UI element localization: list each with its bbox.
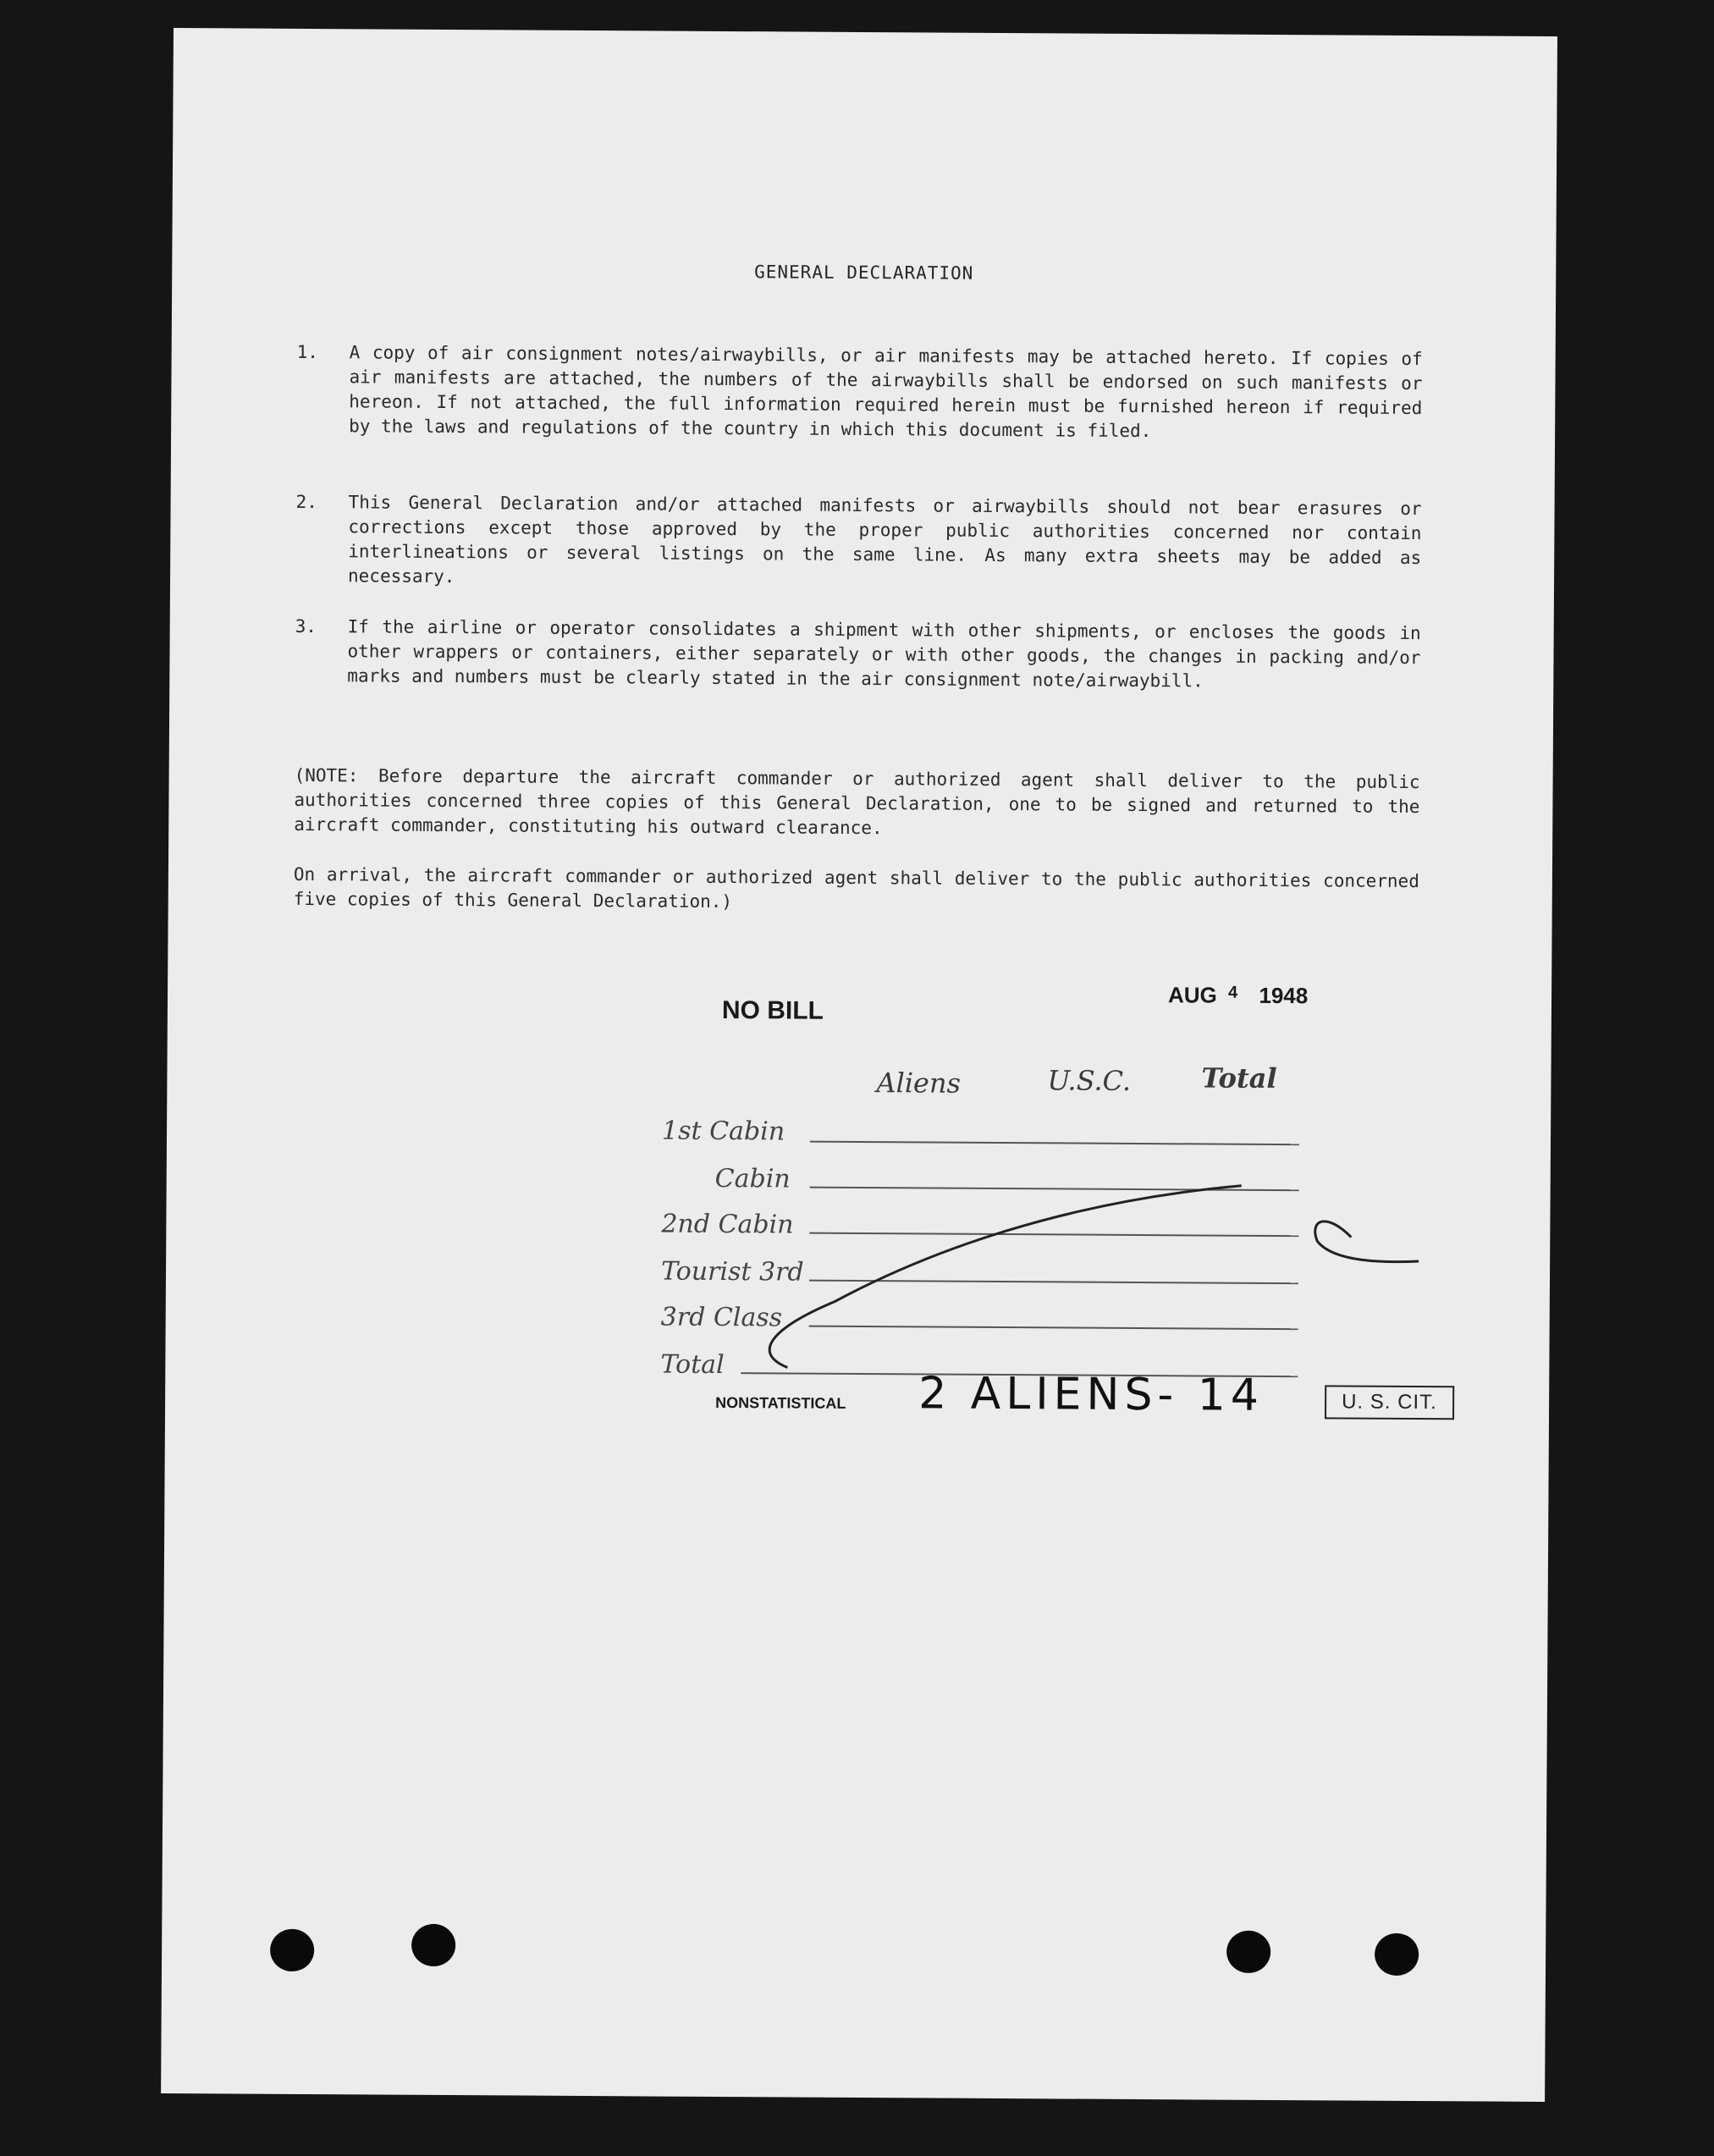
punch-hole bbox=[411, 1924, 455, 1966]
date-month: AUG bbox=[1167, 982, 1217, 1008]
item-text: This General Declaration and/or attached manifests or airwaybills should not bear erasures or corrections except those approved by the proper public authorities concerned nor contain interlineations or several listings on the same line. As many extra sheets may be added as necessary. bbox=[347, 492, 1422, 587]
handwritten-aliens-note: 2 ALIENS- 14 bbox=[918, 1368, 1265, 1421]
punch-hole bbox=[1226, 1931, 1270, 1973]
note-paragraph: (NOTE: Before departure the aircraft commander or authorized agent shall deliver to the public authorities concerned three copies of this General Declaration, one to be signed and returned to the aircraft commander, constituting his outward clearance. bbox=[294, 764, 1420, 839]
row-label-total: Total bbox=[660, 1349, 725, 1381]
row-label-cabin: Cabin bbox=[714, 1163, 791, 1194]
us-citizen-stamp: U. S. CIT. bbox=[1325, 1385, 1454, 1420]
arrival-note-paragraph: On arrival, the aircraft commander or authorized agent shall deliver to the public authorities concerned five copies of this General Declaration.) bbox=[293, 863, 1419, 913]
date-year: 1948 bbox=[1259, 982, 1309, 1009]
column-header-aliens: Aliens bbox=[876, 1067, 962, 1100]
punch-hole bbox=[270, 1929, 314, 1971]
handwritten-strike-mark bbox=[161, 28, 1557, 2102]
item-number: 2. bbox=[295, 491, 317, 513]
item-text: If the airline or operator consolidates a shipment with other shipments, or encloses the goods in other wrappers or containers, either separately or with other goods, the changes in packing and/or marks and numbers must be clearly stated in the air consignment note/airwaybill. bbox=[347, 616, 1421, 692]
row-label-3rd-class: 3rd Class bbox=[660, 1302, 783, 1333]
no-bill-stamp: NO BILL bbox=[721, 995, 824, 1025]
row-label-2nd-cabin: 2nd Cabin bbox=[661, 1209, 794, 1240]
nonstatistical-stamp: NONSTATISTICAL bbox=[715, 1393, 846, 1412]
item-number: 1. bbox=[296, 341, 319, 363]
row-label-1st-cabin: 1st Cabin bbox=[661, 1116, 785, 1147]
item-text: A copy of air consignment notes/airwaybills, or air manifests may be attached hereto. If copies of air manifests are attached, the numbers of the airwaybills shall be endorsed on such manifests or hereon. If not attached, the full information required herein must be furnished hereon if required by the laws and regulations of the country in which this document is filed. bbox=[349, 342, 1423, 442]
item-number: 3. bbox=[295, 615, 317, 637]
column-header-usc: U.S.C. bbox=[1047, 1064, 1132, 1097]
row-label-tourist-3rd: Tourist 3rd bbox=[660, 1256, 804, 1288]
date-day: 4 bbox=[1228, 983, 1238, 1002]
document-page bbox=[161, 28, 1557, 2102]
document-title: GENERAL DECLARATION bbox=[754, 262, 974, 284]
punch-hole bbox=[1375, 1933, 1419, 1976]
column-header-total: Total bbox=[1201, 1061, 1277, 1095]
